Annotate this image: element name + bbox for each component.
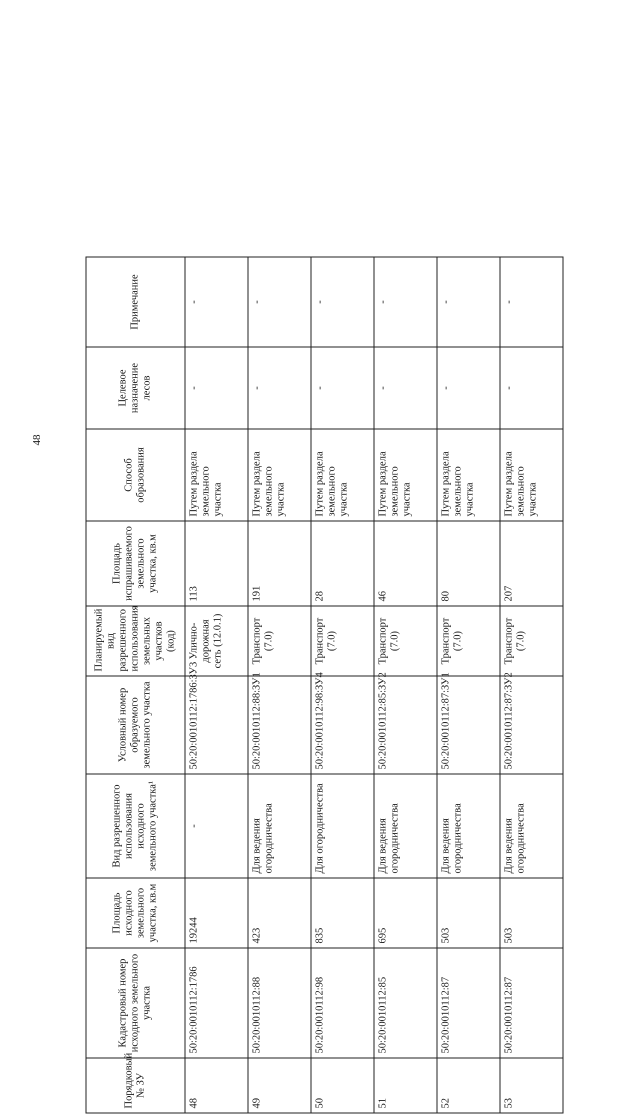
table-cell: - — [185, 774, 248, 878]
table-cell: - — [185, 347, 248, 429]
table-row — [374, 257, 437, 1113]
table-cell: Транспорт (7.0) — [437, 606, 500, 676]
table-cell: - — [185, 257, 248, 347]
table-cell: Транспорт (7.0) — [500, 606, 563, 676]
table-cell: - — [500, 347, 563, 429]
table-cell: - — [311, 257, 374, 347]
table-cell: Транспорт (7.0) — [248, 606, 311, 676]
table-cell: 207 — [500, 521, 563, 606]
table-cell: 48 — [185, 1058, 248, 1113]
table-cell: - — [248, 257, 311, 347]
table-cell: Для ведения огородничества — [248, 774, 311, 878]
table-cell: - — [437, 347, 500, 429]
table-cell: Путем раздела земельного участка — [185, 429, 248, 521]
table-cell: - — [248, 347, 311, 429]
table-cell: 80 — [437, 521, 500, 606]
column-header: Примечание — [86, 257, 185, 347]
table-row — [437, 257, 500, 1113]
table-cell: Транспорт (7.0) — [311, 606, 374, 676]
table-cell: 113 — [185, 521, 248, 606]
table-cell: Транспорт (7.0) — [374, 606, 437, 676]
table-cell: 50:20:0010112:1786:ЗУ3 — [185, 676, 248, 774]
table-cell: 19244 — [185, 878, 248, 948]
table-cell: 50:20:0010112:87 — [437, 948, 500, 1058]
table-row — [248, 257, 311, 1113]
column-header: Планируемый вид разрешенного использования земельных участков (код) — [86, 606, 185, 676]
table-cell: 835 — [311, 878, 374, 948]
land-plots-table — [86, 257, 564, 1114]
table-cell: - — [500, 257, 563, 347]
table-cell: - — [374, 257, 437, 347]
table-cell: 53 — [500, 1058, 563, 1113]
table-cell: Для ведения огородничества — [500, 774, 563, 878]
table-cell: Путем раздела земельного участка — [437, 429, 500, 521]
table-row — [185, 257, 248, 1113]
table-cell: - — [437, 257, 500, 347]
rotated-table-wrapper — [86, 274, 564, 1114]
column-header: Вид разрешенного использования исходного земельного участка¹ — [86, 774, 185, 878]
table-cell: 50:20:0010112:98:ЗУ4 — [311, 676, 374, 774]
table-cell: 50:20:0010112:88:ЗУ1 — [248, 676, 311, 774]
table-cell: 50:20:0010112:87 — [500, 948, 563, 1058]
table-cell: Для ведения огородничества — [374, 774, 437, 878]
table-cell: Улично-дорожная сеть (12.0.1) — [185, 606, 248, 676]
table-cell: 50:20:0010112:85:ЗУ2 — [374, 676, 437, 774]
column-header: Площадь исходного земельного участка, кв.м — [86, 878, 185, 948]
column-header: Порядковый № ЗУ — [86, 1058, 185, 1113]
table-cell: 503 — [437, 878, 500, 948]
table-cell: 50:20:0010112:98 — [311, 948, 374, 1058]
table-row — [311, 257, 374, 1113]
table-cell: 51 — [374, 1058, 437, 1113]
table-cell: Путем раздела земельного участка — [374, 429, 437, 521]
table-cell: 28 — [311, 521, 374, 606]
column-header: Условный номер образуемого земельного участка — [86, 676, 185, 774]
table-cell: - — [374, 347, 437, 429]
table-cell: 695 — [374, 878, 437, 948]
table-cell: 52 — [437, 1058, 500, 1113]
table-cell: 503 — [500, 878, 563, 948]
table-body — [185, 257, 563, 1113]
table-cell: 423 — [248, 878, 311, 948]
column-header: Площадь испрашиваемого земельного участка, кв.м — [86, 521, 185, 606]
table-cell: Путем раздела земельного участка — [248, 429, 311, 521]
table-cell: 49 — [248, 1058, 311, 1113]
table-cell: 50:20:0010112:87:ЗУ1 — [437, 676, 500, 774]
column-header: Целевое назначение лесов — [86, 347, 185, 429]
table-cell: 50:20:0010112:88 — [248, 948, 311, 1058]
page-number: 48 — [31, 434, 43, 446]
table-cell: 50:20:0010112:87:ЗУ2 — [500, 676, 563, 774]
column-header: Кадастровый номер исходного земельного участка — [86, 948, 185, 1058]
table-cell: 50 — [311, 1058, 374, 1113]
table-cell: Путем раздела земельного участка — [500, 429, 563, 521]
table-cell: - — [311, 347, 374, 429]
column-header: Способ образования — [86, 429, 185, 521]
table-header-row — [86, 257, 185, 1113]
table-cell: Для огородничества — [311, 774, 374, 878]
table-cell: 191 — [248, 521, 311, 606]
table-cell: Путем раздела земельного участка — [311, 429, 374, 521]
table-row — [500, 257, 563, 1113]
table-cell: Для ведения огородничества — [437, 774, 500, 878]
table-cell: 46 — [374, 521, 437, 606]
table-cell: 50:20:0010112:85 — [374, 948, 437, 1058]
table-cell: 50:20:0010112:1786 — [185, 948, 248, 1058]
